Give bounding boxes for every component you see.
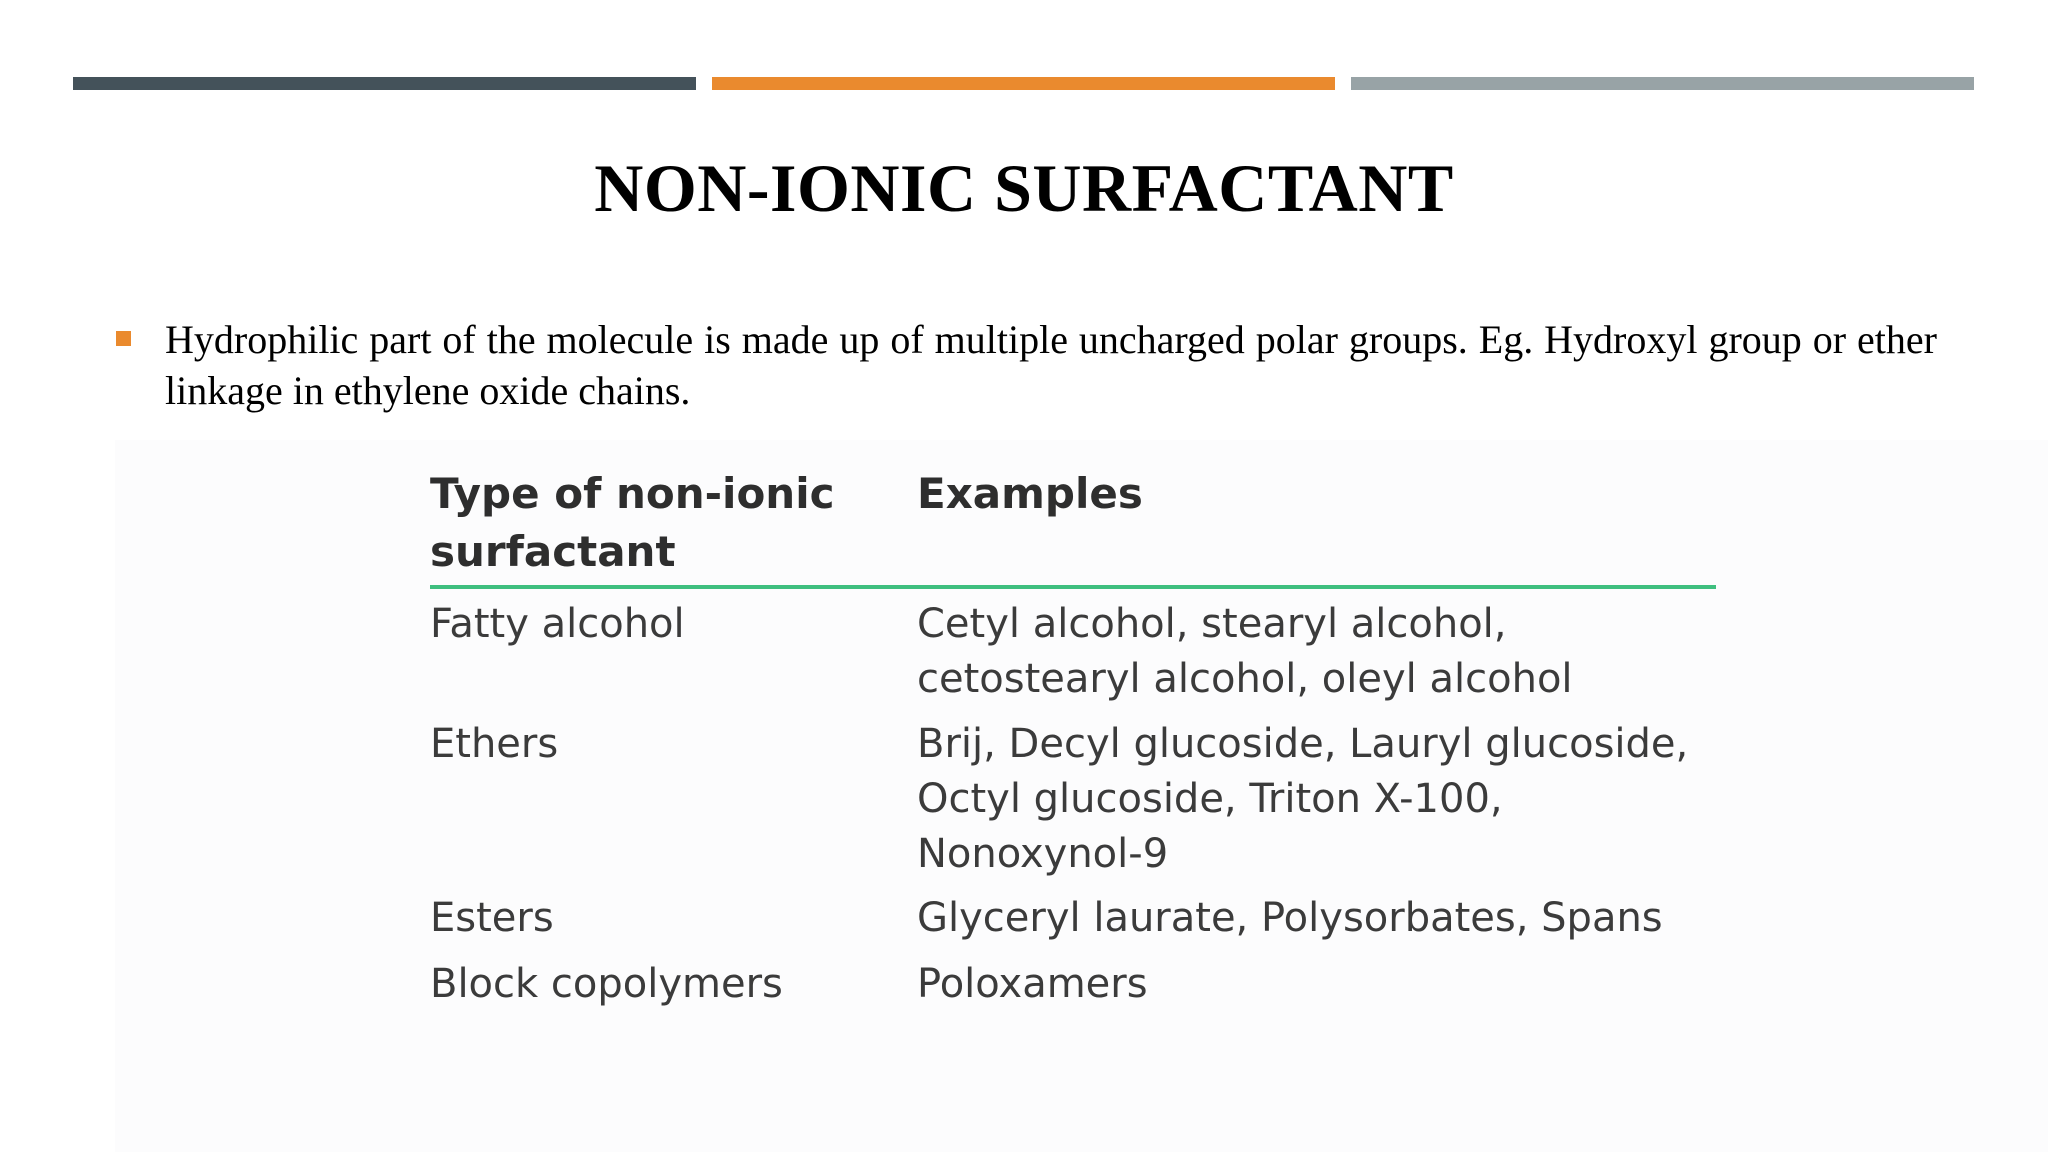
- cell-examples: Glyceryl laurate, Polysorbates, Spans: [917, 895, 1663, 941]
- table-header-row: [430, 459, 1716, 589]
- cell-examples: Brij, Decyl glucoside, Lauryl glucoside, Octyl glucoside, Triton X-100, Nonoxynol-9: [917, 721, 1689, 877]
- cell-examples: Cetyl alcohol, stearyl alcohol, cetostearyl alcohol, oleyl alcohol: [917, 601, 1573, 702]
- surfactant-table: [430, 459, 1716, 1017]
- square-bullet-icon: [116, 331, 131, 346]
- top-accent-bar-dark: [73, 77, 696, 90]
- table-row: [430, 957, 1716, 1017]
- cell-type: Ethers: [430, 721, 559, 767]
- column-header-examples: Examples: [917, 469, 1143, 518]
- top-accent-bar-orange: [712, 77, 1335, 90]
- slide-title: NON-IONIC SURFACTANT: [594, 150, 1454, 226]
- cell-type: Block copolymers: [430, 961, 783, 1007]
- table-row: [430, 717, 1716, 891]
- table-row: [430, 597, 1716, 717]
- cell-type: Esters: [430, 895, 554, 941]
- bullet-paragraph: Hydrophilic part of the molecule is made up of multiple uncharged polar groups. Eg. Hydroxyl group or ether linkage in ethylene oxide chains.: [165, 317, 1937, 413]
- cell-type: Fatty alcohol: [430, 601, 685, 647]
- cell-examples: Poloxamers: [917, 961, 1148, 1007]
- column-header-type: Type of non-ionic surfactant: [430, 469, 835, 576]
- top-accent-bar-gray: [1351, 77, 1974, 90]
- table-row: [430, 891, 1716, 957]
